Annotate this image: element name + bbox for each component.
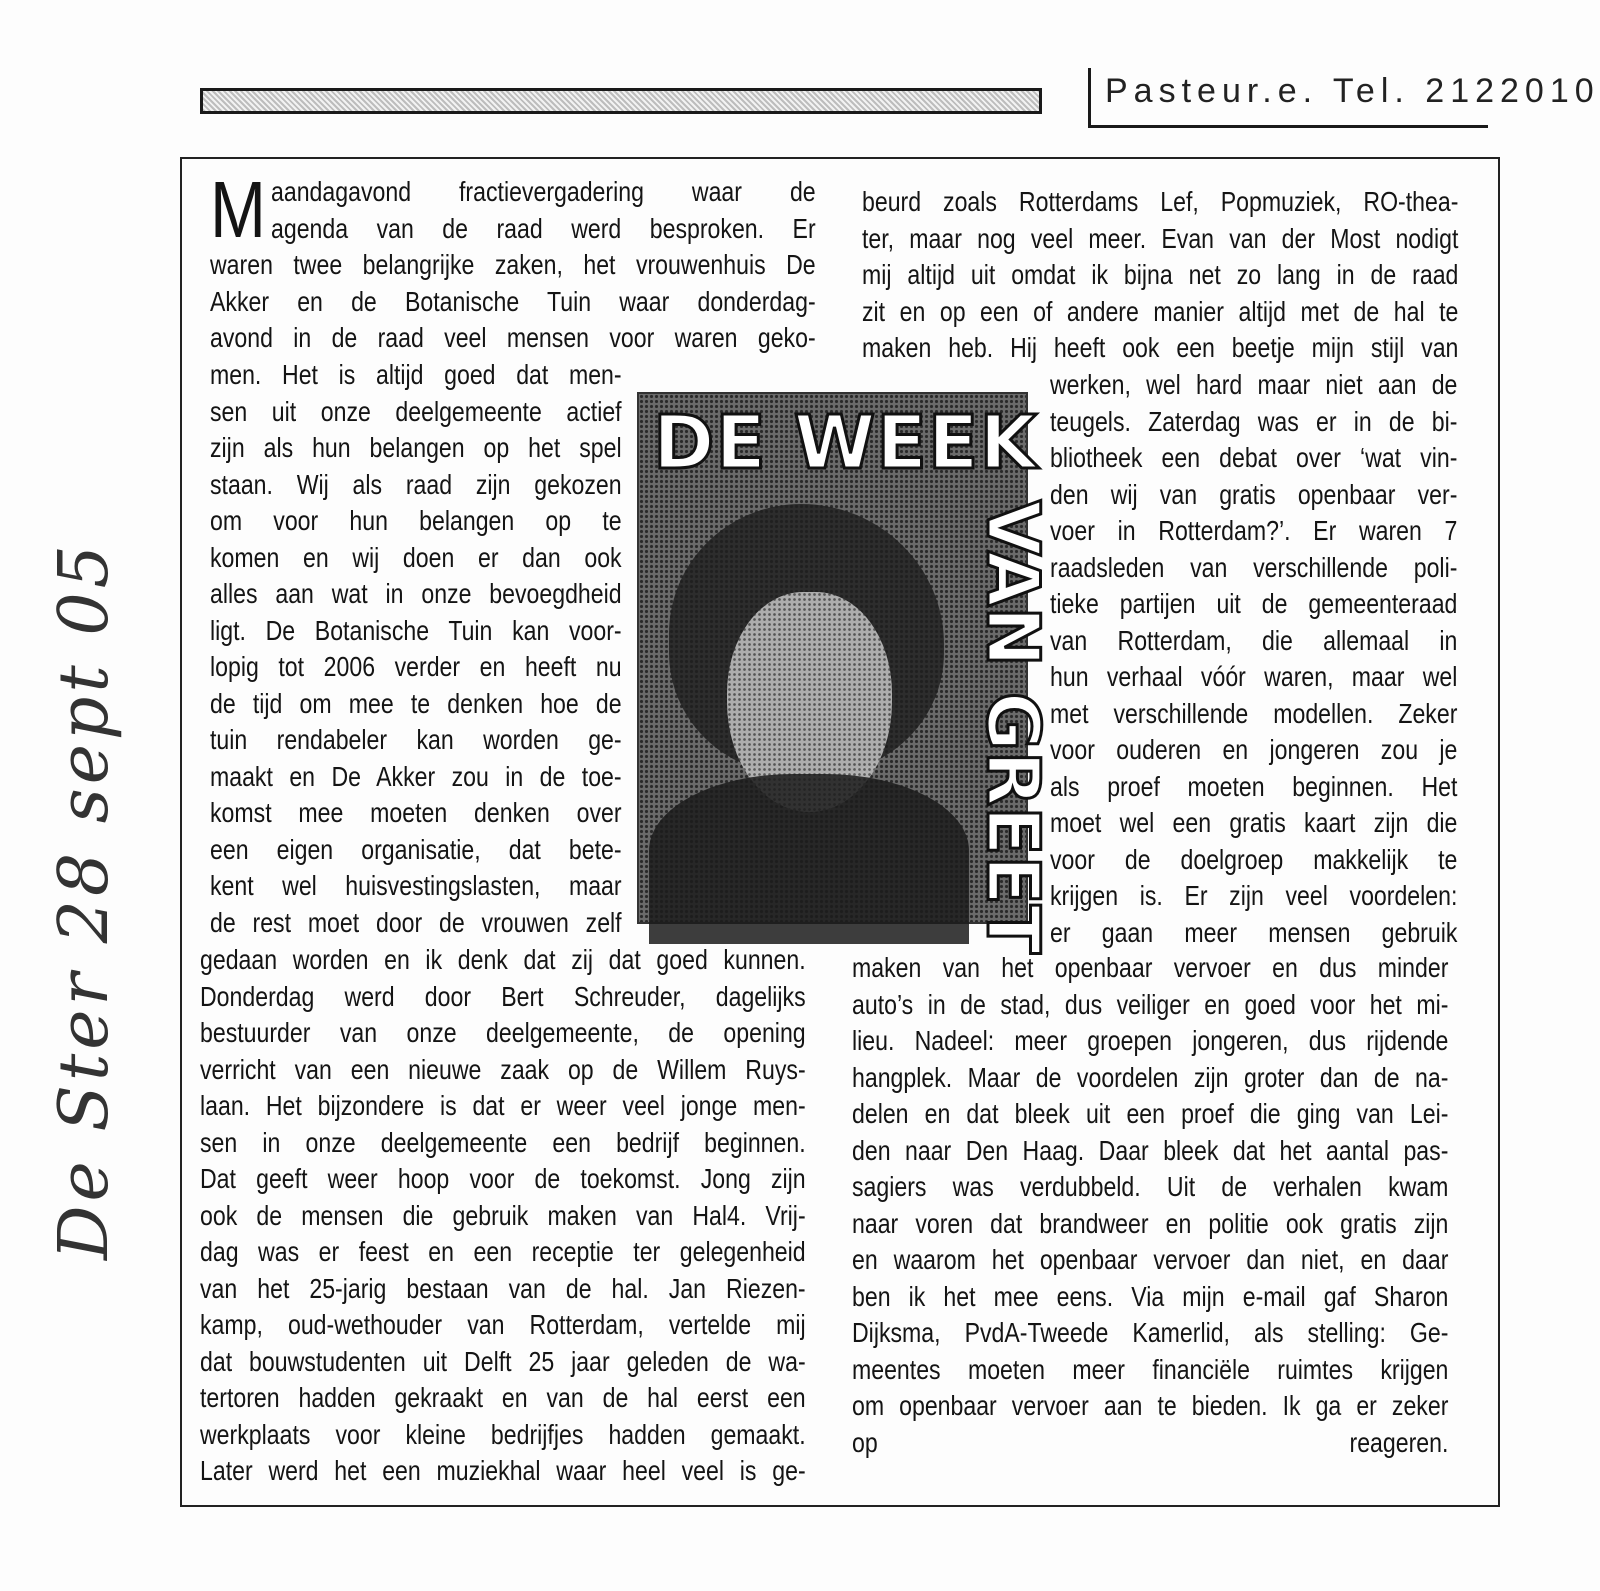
text-line: maken heb. Hij heeft ook een beetje mijn stijl van: [862, 332, 1459, 363]
text-line: bliotheek een debat over ‘wat vin-: [1050, 442, 1458, 473]
text-line: moet wel een gratis kaart zijn die: [1050, 807, 1458, 838]
text-line: voor de doelgroep makkelijk te: [1050, 843, 1458, 875]
text-line: ter, maar nog veel meer. Evan van der Most nodigt: [862, 222, 1459, 254]
header-address-text: Pasteur.e. Tel. 2122010: [1105, 72, 1600, 110]
text-line: avond in de raad veel mensen voor waren geko-: [210, 322, 816, 353]
text-line: om voor hun belangen op te: [210, 505, 622, 536]
text-line: komst mee moeten denken over: [210, 797, 622, 828]
text-line: dag was er feest en een receptie ter gelegenheid: [200, 1236, 806, 1267]
text-line: naar voren dat brandweer en politie ook gratis zijn: [852, 1207, 1449, 1239]
text-line: beurd zoals Rotterdams Lef, Popmuziek, RO-thea-: [862, 186, 1459, 217]
article-column-left-top: [210, 165, 816, 357]
text-line: Dat geeft weer hoop voor de toekomst. Jong zijn: [200, 1163, 806, 1194]
text-line: er gaan meer mensen gebruik: [1050, 916, 1458, 948]
text-line: als proef moeten beginnen. Het: [1050, 770, 1458, 802]
photo-body-shape: [649, 774, 969, 944]
text-line: werkplaats voor kleine bedrijfjes hadden gemaakt.: [200, 1418, 806, 1450]
text-line: hun verhaal vóór waren, maar wel: [1050, 661, 1458, 692]
text-line: de tijd om mee te denken hoe de: [210, 687, 622, 719]
text-line: en waarom het openbaar vervoer dan niet, en daar: [852, 1244, 1449, 1275]
text-line: met verschillende modellen. Zeker: [1050, 697, 1458, 729]
text-line: sagiers was verdubbeld. Uit de verhalen kwam: [852, 1171, 1449, 1202]
text-line: lopig tot 2006 verder en heeft nu: [210, 651, 622, 682]
column-title: DE WEEK: [653, 400, 1038, 486]
text-line: Later werd het een muziekhal waar heel veel is ge-: [200, 1455, 806, 1486]
handwritten-date-note: De Ster 28 sept 05: [45, 541, 124, 1260]
article-column-right-top: [862, 184, 1458, 367]
text-line: kent wel huisvestingslasten, maar: [210, 870, 622, 901]
header-address-box: [1088, 68, 1600, 128]
text-line: delen en dat bleek uit een proef die ging van Lei-: [852, 1098, 1449, 1129]
text-line: krijgen is. Er zijn veel voordelen:: [1050, 880, 1458, 911]
text-line: aandagavond fractievergadering waar de: [271, 176, 816, 207]
text-line: raadsleden van verschillende poli-: [1050, 551, 1458, 583]
columnist-photo: [637, 392, 1055, 954]
text-line: sen uit onze deelgemeente actief: [210, 395, 622, 427]
text-line: hangplek. Maar de voordelen zijn groter dan de na-: [852, 1061, 1449, 1093]
text-line: zijn als hun belangen op het spel: [210, 432, 622, 463]
text-line: ligt. De Botanische Tuin kan voor-: [210, 614, 622, 646]
text-line: op reageren.: [852, 1426, 1449, 1458]
text-line: teugels. Zaterdag was er in de bi-: [1050, 405, 1458, 437]
text-line: den wij van gratis openbaar ver-: [1050, 478, 1458, 510]
text-line: ook de mensen die gebruik maken van Hal4. Vrij-: [200, 1199, 806, 1231]
text-line: den naar Den Haag. Daar bleek dat het aantal pas-: [852, 1134, 1449, 1166]
text-line: Akker en de Botanische Tuin waar donderdag-: [210, 285, 816, 317]
article-column-right-bottom: [852, 950, 1448, 1461]
header-rule-bar: [200, 88, 1042, 114]
text-line: kamp, oud-wethouder van Rotterdam, vertelde mij: [200, 1309, 806, 1340]
text-line: sen in onze deelgemeente een bedrijf beginnen.: [200, 1126, 806, 1158]
column-subtitle: VAN GREET: [971, 500, 1055, 954]
text-line: Dijksma, PvdA-Tweede Kamerlid, als stelling: Ge-: [852, 1317, 1449, 1348]
text-line: alles aan wat in onze bevoegdheid: [210, 578, 622, 609]
dropcap-letter: M: [210, 165, 266, 254]
text-line: men. Het is altijd goed dat men-: [210, 359, 622, 390]
text-line: zit en op een of andere manier altijd met de hal te: [862, 295, 1459, 327]
text-line: gedaan worden en ik denk dat zij dat goed kunnen.: [200, 944, 806, 975]
text-line: van Rotterdam, die allemaal in: [1050, 624, 1458, 656]
text-line: meentes moeten meer financiële ruimtes krijgen: [852, 1353, 1449, 1385]
text-line: tieke partijen uit de gemeenteraad: [1050, 588, 1458, 619]
text-line: bestuurder van onze deelgemeente, de opening: [200, 1017, 806, 1048]
text-line: tertoren hadden gekraakt en van de hal eerst een: [200, 1382, 806, 1413]
text-line: de rest moet door de vrouwen zelf: [210, 906, 622, 938]
text-line: mij altijd uit omdat ik bijna net zo lang in de raad: [862, 259, 1459, 290]
article-column-left-mid: [210, 357, 622, 941]
text-line: ben ik het mee eens. Via mijn e-mail gaf Sharon: [852, 1280, 1449, 1312]
article-column-right-mid: [1050, 367, 1457, 951]
text-line: Donderdag werd door Bert Schreuder, dagelijks: [200, 980, 806, 1012]
text-line: dat bouwstudenten uit Delft 25 jaar geleden de wa-: [200, 1345, 806, 1377]
text-line: voor ouderen en jongeren zou je: [1050, 734, 1458, 765]
text-line: agenda van de raad werd besproken. Er: [271, 212, 816, 244]
article-column-left-bottom: [200, 942, 806, 1490]
text-line: voer in Rotterdam?’. Er waren 7: [1050, 515, 1458, 546]
text-line: maken van het openbaar vervoer en dus minder: [852, 952, 1449, 983]
text-line: komen en wij doen er dan ook: [210, 541, 622, 573]
text-line: werken, wel hard maar niet aan de: [1050, 369, 1458, 400]
text-line: om openbaar vervoer aan te bieden. Ik ga er zeker: [852, 1390, 1449, 1421]
text-line: lieu. Nadeel: meer groepen jongeren, dus rijdende: [852, 1025, 1449, 1056]
text-line: staan. Wij als raad zijn gekozen: [210, 468, 622, 500]
text-line: auto’s in de stad, dus veiliger en goed voor het mi-: [852, 988, 1449, 1020]
text-line: laan. Het bijzondere is dat er weer veel jonge men-: [200, 1090, 806, 1121]
text-line: tuin rendabeler kan worden ge-: [210, 724, 622, 755]
text-line: waren twee belangrijke zaken, het vrouwenhuis De: [210, 249, 816, 280]
text-line: van het 25-jarig bestaan van de hal. Jan Riezen-: [200, 1272, 806, 1304]
text-line: een eigen organisatie, dat bete-: [210, 833, 622, 865]
text-line: maakt en De Akker zou in de toe-: [210, 760, 622, 792]
text-line: verricht van een nieuwe zaak op de Willem Ruys-: [200, 1053, 806, 1085]
